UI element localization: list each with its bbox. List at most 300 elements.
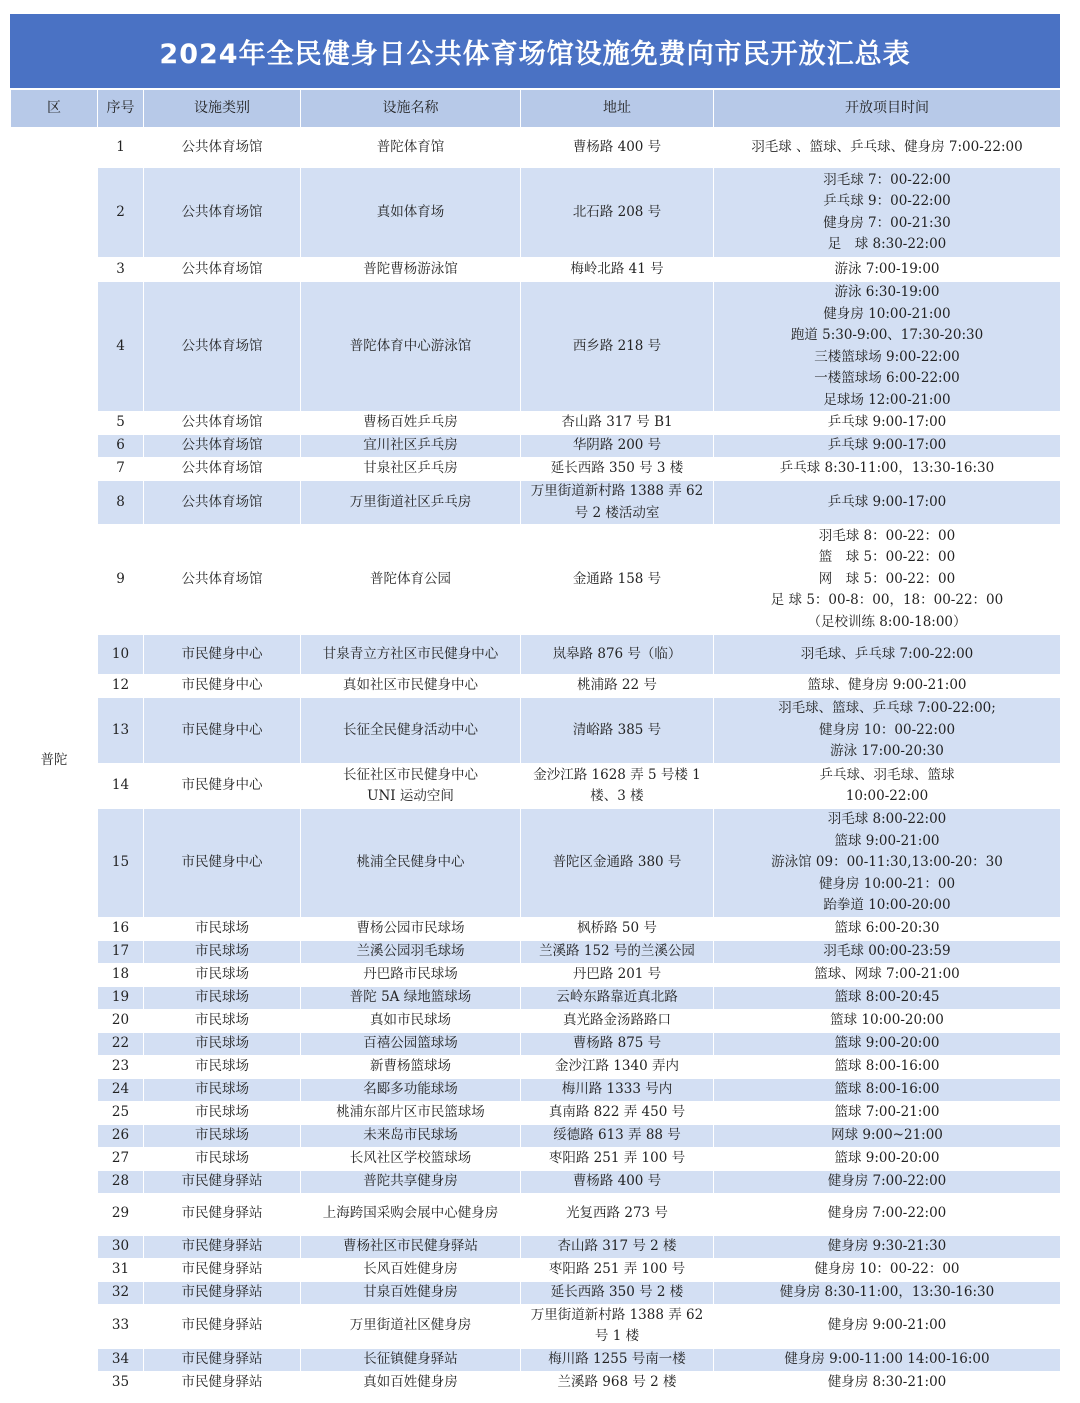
cell-line: 梅川路 1255 号南一楼 xyxy=(548,1350,686,1367)
table-row xyxy=(11,1281,1061,1304)
cell-line: 梅岭北路 41 号 xyxy=(570,260,664,277)
row-number: 23 xyxy=(98,1055,144,1078)
opening-hours xyxy=(714,986,1061,1009)
cell-line: 云岭东路靠近真北路 xyxy=(556,988,678,1005)
opening-hours xyxy=(714,1170,1061,1193)
facility-name xyxy=(301,481,521,525)
cell-line: 甘泉青立方社区市民健身中心 xyxy=(322,645,499,662)
facility-name xyxy=(301,258,521,282)
row-number: 9 xyxy=(98,525,144,635)
facility-table xyxy=(10,89,1061,1395)
facility-name xyxy=(301,1170,521,1193)
cell-line: 万里街道社区乒乓房 xyxy=(349,493,472,510)
facility-name xyxy=(301,675,521,698)
row-number: 6 xyxy=(98,435,144,458)
cell-line: 足球场 12:00-21:00 xyxy=(823,391,951,408)
cell-line: 普陀区金通路 380 号 xyxy=(552,854,682,870)
facility-category: 市民球场 xyxy=(144,940,301,963)
table-row xyxy=(11,412,1061,435)
cell-line: 甘泉社区乒乓房 xyxy=(363,460,458,477)
facility-address xyxy=(521,698,714,764)
opening-hours xyxy=(714,282,1061,412)
table-row xyxy=(11,1348,1061,1371)
table-row xyxy=(11,917,1061,940)
cell-line: 真如市民球场 xyxy=(370,1011,451,1028)
cell-line: 清峪路 385 号 xyxy=(572,721,662,738)
cell-line: 游泳馆 09：00-11:30,13:00-20：30 xyxy=(771,854,1003,870)
facility-name xyxy=(301,963,521,986)
cell-line: 曹杨百姓乒乓房 xyxy=(363,414,458,431)
cell-line: 桃浦路 22 号 xyxy=(577,677,657,694)
table-row xyxy=(11,481,1061,525)
opening-hours xyxy=(714,458,1061,481)
cell-line: 枣阳路 251 弄 100 号 xyxy=(548,1260,686,1277)
facility-name xyxy=(301,1281,521,1304)
cell-line: 真光路金汤路路口 xyxy=(563,1011,671,1028)
table-row xyxy=(11,458,1061,481)
cell-line: 乒乓球 9:00-17:00 xyxy=(827,414,947,431)
table-row xyxy=(11,675,1061,698)
opening-hours xyxy=(714,635,1061,675)
facility-address xyxy=(521,128,714,168)
facility-address xyxy=(521,986,714,1009)
facility-category: 市民球场 xyxy=(144,963,301,986)
row-number: 25 xyxy=(98,1101,144,1124)
cell-line: 曹杨路 400 号 xyxy=(572,1172,662,1189)
facility-category: 市民健身中心 xyxy=(144,809,301,918)
row-number: 27 xyxy=(98,1147,144,1170)
row-number: 13 xyxy=(98,698,144,764)
column-header-category: 设施类别 xyxy=(144,90,301,128)
cell-line: 普陀共享健身房 xyxy=(363,1172,458,1189)
facility-category: 公共体育场馆 xyxy=(144,258,301,282)
cell-line: 健身房 10:00-21：00 xyxy=(818,875,956,892)
cell-line: 健身房 9:00-21:00 xyxy=(827,1317,947,1334)
cell-line: 乒乓球、羽毛球、篮球 xyxy=(819,766,955,783)
cell-line: 普陀体育公园 xyxy=(370,570,451,587)
cell-line: 篮球 8:00-16:00 xyxy=(834,1057,940,1074)
cell-line: 健身房 10：00-22:00 xyxy=(818,721,956,738)
facility-name xyxy=(301,282,521,412)
cell-line: 长风社区学校篮球场 xyxy=(349,1149,472,1166)
row-number: 5 xyxy=(98,412,144,435)
facility-address xyxy=(521,1101,714,1124)
table-row xyxy=(11,963,1061,986)
facility-name xyxy=(301,128,521,168)
facility-address xyxy=(521,168,714,258)
cell-line: 宜川社区乒乓房 xyxy=(363,437,458,454)
row-number: 32 xyxy=(98,1281,144,1304)
table-row xyxy=(11,1101,1061,1124)
facility-category: 市民健身驿站 xyxy=(144,1193,301,1235)
facility-category: 市民健身中心 xyxy=(144,675,301,698)
row-number: 2 xyxy=(98,168,144,258)
cell-line: 跑道 5:30-9:00、17:30-20:30 xyxy=(790,327,984,343)
cell-line: 普陀 5A 绿地篮球场 xyxy=(349,988,472,1005)
column-header-number: 序号 xyxy=(98,90,144,128)
opening-hours xyxy=(714,258,1061,282)
sheet-title: 2024年全民健身日公共体育场馆设施免费向市民开放汇总表 xyxy=(10,14,1060,89)
opening-hours xyxy=(714,481,1061,525)
opening-hours xyxy=(714,1348,1061,1371)
facility-address xyxy=(521,525,714,635)
facility-name xyxy=(301,809,521,918)
row-number: 14 xyxy=(98,764,144,809)
opening-hours xyxy=(714,435,1061,458)
facility-category: 市民健身驿站 xyxy=(144,1258,301,1281)
cell-line: 羽毛球 7：00-22:00 xyxy=(823,171,951,188)
facility-category: 市民球场 xyxy=(144,1124,301,1147)
cell-line: 足 球 8:30-22:00 xyxy=(827,236,947,252)
cell-line: 健身房 9:30-21:30 xyxy=(827,1237,947,1254)
row-number: 1 xyxy=(98,128,144,168)
table-row xyxy=(11,1193,1061,1235)
cell-line: 三楼篮球场 9:00-22:00 xyxy=(814,348,960,365)
table-header-row xyxy=(11,90,1061,128)
cell-line: 曹杨社区市民健身驿站 xyxy=(343,1237,478,1254)
table-row xyxy=(11,1170,1061,1193)
row-number: 35 xyxy=(98,1371,144,1394)
facility-name xyxy=(301,698,521,764)
table-row xyxy=(11,128,1061,168)
table-row xyxy=(11,635,1061,675)
cell-line: 光复西路 273 号 xyxy=(566,1205,668,1222)
facility-name xyxy=(301,412,521,435)
opening-hours xyxy=(714,1371,1061,1394)
cell-line: 普陀体育馆 xyxy=(376,138,445,155)
cell-line: 号 2 楼活动室 xyxy=(574,504,660,521)
facility-name xyxy=(301,1078,521,1101)
facility-address xyxy=(521,1009,714,1032)
column-header-district: 区 xyxy=(11,90,98,128)
facility-address xyxy=(521,1281,714,1304)
facility-name xyxy=(301,1055,521,1078)
opening-hours xyxy=(714,940,1061,963)
cell-line: 上海跨国采购会展中心健身房 xyxy=(322,1205,499,1222)
facility-category: 市民球场 xyxy=(144,1009,301,1032)
cell-line: 真如百姓健身房 xyxy=(363,1373,458,1390)
table-row xyxy=(11,1258,1061,1281)
table-row xyxy=(11,698,1061,764)
facility-category: 公共体育场馆 xyxy=(144,282,301,412)
facility-name xyxy=(301,458,521,481)
opening-hours xyxy=(714,1009,1061,1032)
opening-hours xyxy=(714,1193,1061,1235)
facility-address xyxy=(521,940,714,963)
opening-hours xyxy=(714,1304,1061,1348)
row-number: 12 xyxy=(98,675,144,698)
opening-hours xyxy=(714,1235,1061,1258)
cell-line: 健身房 10：00-22：00 xyxy=(814,1260,960,1277)
facility-category: 市民球场 xyxy=(144,917,301,940)
cell-line: 跆拳道 10:00-20:00 xyxy=(823,897,951,913)
cell-line: 杏山路 317 号 B1 xyxy=(561,414,673,431)
cell-line: 长征社区市民健身中心 xyxy=(343,766,478,783)
row-number: 34 xyxy=(98,1348,144,1371)
facility-address xyxy=(521,809,714,918)
row-number: 4 xyxy=(98,282,144,412)
opening-hours xyxy=(714,1055,1061,1078)
row-number: 33 xyxy=(98,1304,144,1348)
facility-category: 市民健身驿站 xyxy=(144,1348,301,1371)
opening-hours xyxy=(714,809,1061,918)
table-row xyxy=(11,435,1061,458)
column-header-facility-name: 设施名称 xyxy=(301,90,521,128)
cell-line: 岚皋路 876 号（临） xyxy=(552,645,682,662)
opening-hours xyxy=(714,675,1061,698)
facility-name xyxy=(301,1371,521,1394)
facility-category: 公共体育场馆 xyxy=(144,458,301,481)
opening-hours xyxy=(714,963,1061,986)
cell-line: 健身房 7:00-22:00 xyxy=(827,1172,947,1189)
cell-line: 万里街道新村路 1388 弄 62 xyxy=(530,483,704,499)
cell-line: 乒乓球 9:00-17:00 xyxy=(827,493,947,510)
cell-line: 真如社区市民健身中心 xyxy=(343,677,478,694)
facility-category: 公共体育场馆 xyxy=(144,525,301,635)
cell-line: 枣阳路 251 弄 100 号 xyxy=(548,1149,686,1166)
facility-name xyxy=(301,940,521,963)
row-number: 26 xyxy=(98,1124,144,1147)
table-row xyxy=(11,1371,1061,1394)
opening-hours xyxy=(714,525,1061,635)
cell-line: 游泳 17:00-20:30 xyxy=(830,743,944,760)
cell-line: 健身房 7：00-21:30 xyxy=(823,214,951,231)
facility-category: 市民健身驿站 xyxy=(144,1304,301,1348)
facility-name xyxy=(301,1193,521,1235)
cell-line: 新曹杨篮球场 xyxy=(370,1057,451,1074)
cell-line: 绥德路 613 弄 88 号 xyxy=(553,1126,681,1143)
cell-line: 普陀体育中心游泳馆 xyxy=(349,337,472,354)
district-cell: 普陀 xyxy=(11,128,98,1395)
row-number: 7 xyxy=(98,458,144,481)
facility-address xyxy=(521,1258,714,1281)
opening-hours xyxy=(714,128,1061,168)
cell-line: 西乡路 218 号 xyxy=(572,337,662,354)
facility-name xyxy=(301,1124,521,1147)
opening-hours xyxy=(714,412,1061,435)
cell-line: 万里街道新村路 1388 弄 62 xyxy=(530,1306,704,1323)
cell-line: 篮球 9:00-20:00 xyxy=(834,1149,940,1166)
facility-category: 公共体育场馆 xyxy=(144,128,301,168)
opening-hours xyxy=(714,698,1061,764)
opening-hours xyxy=(714,917,1061,940)
cell-line: 楼、3 楼 xyxy=(590,788,644,804)
facility-category: 市民球场 xyxy=(144,1032,301,1055)
facility-name xyxy=(301,764,521,809)
table-row xyxy=(11,986,1061,1009)
facility-category: 市民健身中心 xyxy=(144,698,301,764)
cell-line: 丹巴路 201 号 xyxy=(572,965,662,982)
facility-address xyxy=(521,282,714,412)
table-row xyxy=(11,1147,1061,1170)
cell-line: 长征全民健身活动中心 xyxy=(343,721,478,738)
facility-name xyxy=(301,1235,521,1258)
facility-address xyxy=(521,1371,714,1394)
cell-line: 健身房 10:00-21:00 xyxy=(823,305,951,322)
row-number: 16 xyxy=(98,917,144,940)
cell-line: 羽毛球、乒乓球 7:00-22:00 xyxy=(800,645,974,662)
row-number: 10 xyxy=(98,635,144,675)
cell-line: （足校训练 8:00-18:00） xyxy=(807,613,967,630)
facility-name xyxy=(301,525,521,635)
facility-category: 市民健身驿站 xyxy=(144,1281,301,1304)
facility-address xyxy=(521,1193,714,1235)
table-row xyxy=(11,1055,1061,1078)
cell-line: 长风百姓健身房 xyxy=(363,1260,458,1277)
facility-name xyxy=(301,435,521,458)
cell-line: 健身房 9:00-11:00 14:00-16:00 xyxy=(784,1350,990,1367)
cell-line: 金沙江路 1340 弄内 xyxy=(555,1057,679,1074)
opening-hours xyxy=(714,1124,1061,1147)
cell-line: 篮球 10:00-20:00 xyxy=(830,1011,944,1028)
table-row xyxy=(11,168,1061,258)
facility-category: 公共体育场馆 xyxy=(144,435,301,458)
row-number: 20 xyxy=(98,1009,144,1032)
row-number: 19 xyxy=(98,986,144,1009)
cell-line: 甘泉百姓健身房 xyxy=(363,1283,458,1300)
table-row xyxy=(11,525,1061,635)
cell-line: 桃浦全民健身中心 xyxy=(356,854,465,870)
cell-line: 华阴路 200 号 xyxy=(572,437,662,454)
facility-address xyxy=(521,675,714,698)
facility-category: 市民球场 xyxy=(144,1101,301,1124)
facility-category: 市民健身驿站 xyxy=(144,1235,301,1258)
facility-name xyxy=(301,986,521,1009)
cell-line: 乒乓球 9:00-17:00 xyxy=(827,437,947,454)
cell-line: 足 球 5：00-8：00，18：00-22：00 xyxy=(770,592,1004,609)
facility-category: 公共体育场馆 xyxy=(144,412,301,435)
row-number: 18 xyxy=(98,963,144,986)
cell-line: 篮 球 5：00-22：00 xyxy=(818,549,956,566)
facility-name xyxy=(301,168,521,258)
table-row xyxy=(11,282,1061,412)
cell-line: UNI 运动空间 xyxy=(367,788,454,804)
facility-name xyxy=(301,635,521,675)
column-header-address: 地址 xyxy=(521,90,714,128)
cell-line: 篮球、网球 7:00-21:00 xyxy=(814,965,960,982)
table-row xyxy=(11,1235,1061,1258)
opening-hours xyxy=(714,764,1061,809)
cell-line: 羽毛球 00:00-23:59 xyxy=(823,942,951,959)
facility-name xyxy=(301,917,521,940)
facility-address xyxy=(521,1170,714,1193)
cell-line: 羽毛球 8：00-22：00 xyxy=(818,527,956,544)
cell-line: 篮球、健身房 9:00-21:00 xyxy=(807,677,967,694)
facility-name xyxy=(301,1009,521,1032)
facility-address xyxy=(521,635,714,675)
cell-line: 健身房 8:30-21:00 xyxy=(827,1373,947,1390)
cell-line: 未来岛市民球场 xyxy=(363,1126,458,1143)
facility-address xyxy=(521,458,714,481)
cell-line: 北石路 208 号 xyxy=(572,203,662,220)
cell-line: 曹杨路 400 号 xyxy=(572,138,662,155)
facility-category: 市民球场 xyxy=(144,1078,301,1101)
table-row xyxy=(11,1124,1061,1147)
cell-line: 乒乓球 8:30-11:00，13:30-16:30 xyxy=(779,460,995,477)
facility-name xyxy=(301,1304,521,1348)
opening-hours xyxy=(714,1101,1061,1124)
cell-line: 羽毛球 8:00-22:00 xyxy=(827,811,947,827)
row-number: 8 xyxy=(98,481,144,525)
facility-address xyxy=(521,1078,714,1101)
facility-category: 市民球场 xyxy=(144,1055,301,1078)
cell-line: 篮球 9:00-20:00 xyxy=(834,1034,940,1051)
facility-category: 公共体育场馆 xyxy=(144,481,301,525)
cell-line: 曹杨公园市民球场 xyxy=(356,919,465,936)
facility-category: 市民健身中心 xyxy=(144,635,301,675)
row-number: 3 xyxy=(98,258,144,282)
cell-line: 兰溪路 152 号的兰溪公园 xyxy=(539,942,695,959)
cell-line: 真如体育场 xyxy=(376,203,445,220)
cell-line: 健身房 8:30-11:00，13:30-16:30 xyxy=(779,1283,995,1300)
cell-line: 梅川路 1333 号内 xyxy=(561,1080,673,1097)
facility-name xyxy=(301,1032,521,1055)
facility-address xyxy=(521,963,714,986)
table-row xyxy=(11,1078,1061,1101)
cell-line: 百禧公园篮球场 xyxy=(363,1034,458,1051)
cell-line: 篮球 8:00-16:00 xyxy=(834,1080,940,1097)
row-number: 31 xyxy=(98,1258,144,1281)
facility-address xyxy=(521,1032,714,1055)
cell-line: 金沙江路 1628 弄 5 号楼 1 xyxy=(533,766,701,783)
cell-line: 篮球 7:00-21:00 xyxy=(834,1103,940,1120)
facility-address xyxy=(521,1348,714,1371)
facility-address xyxy=(521,917,714,940)
opening-hours xyxy=(714,168,1061,258)
cell-line: 10:00-22:00 xyxy=(845,788,929,804)
cell-line: 兰溪路 968 号 2 楼 xyxy=(557,1373,677,1390)
row-number: 17 xyxy=(98,940,144,963)
cell-line: 乒乓球 9：00-22:00 xyxy=(823,193,951,209)
cell-line: 名郾多功能球场 xyxy=(363,1080,458,1097)
cell-line: 杏山路 317 号 2 楼 xyxy=(557,1237,677,1254)
cell-line: 曹杨路 875 号 xyxy=(572,1034,662,1051)
facility-category: 市民健身驿站 xyxy=(144,1371,301,1394)
table-row xyxy=(11,1009,1061,1032)
opening-hours xyxy=(714,1078,1061,1101)
facility-address xyxy=(521,1235,714,1258)
facility-address xyxy=(521,1147,714,1170)
cell-line: 号 1 楼 xyxy=(594,1328,640,1344)
cell-line: 兰溪公园羽毛球场 xyxy=(356,942,465,959)
row-number: 22 xyxy=(98,1032,144,1055)
row-number: 28 xyxy=(98,1170,144,1193)
cell-line: 羽毛球、篮球、乒乓球 7:00-22:00; xyxy=(778,700,996,717)
table-row xyxy=(11,809,1061,918)
facility-name xyxy=(301,1101,521,1124)
column-header-hours: 开放项目时间 xyxy=(714,90,1061,128)
facility-address xyxy=(521,764,714,809)
facility-address xyxy=(521,412,714,435)
cell-line: 游泳 7:00-19:00 xyxy=(834,260,940,277)
facility-name xyxy=(301,1147,521,1170)
facility-address xyxy=(521,481,714,525)
cell-line: 一楼篮球场 6:00-22:00 xyxy=(814,370,960,386)
cell-line: 篮球 9:00-21:00 xyxy=(834,832,940,849)
opening-hours xyxy=(714,1258,1061,1281)
cell-line: 真南路 822 弄 450 号 xyxy=(548,1103,686,1120)
row-number: 30 xyxy=(98,1235,144,1258)
facility-category: 市民健身驿站 xyxy=(144,1170,301,1193)
summary-sheet xyxy=(10,14,1060,1395)
facility-category: 市民球场 xyxy=(144,986,301,1009)
cell-line: 篮球 8:00-20:45 xyxy=(834,988,940,1005)
row-number: 24 xyxy=(98,1078,144,1101)
facility-address xyxy=(521,435,714,458)
opening-hours xyxy=(714,1281,1061,1304)
opening-hours xyxy=(714,1147,1061,1170)
facility-address xyxy=(521,1124,714,1147)
